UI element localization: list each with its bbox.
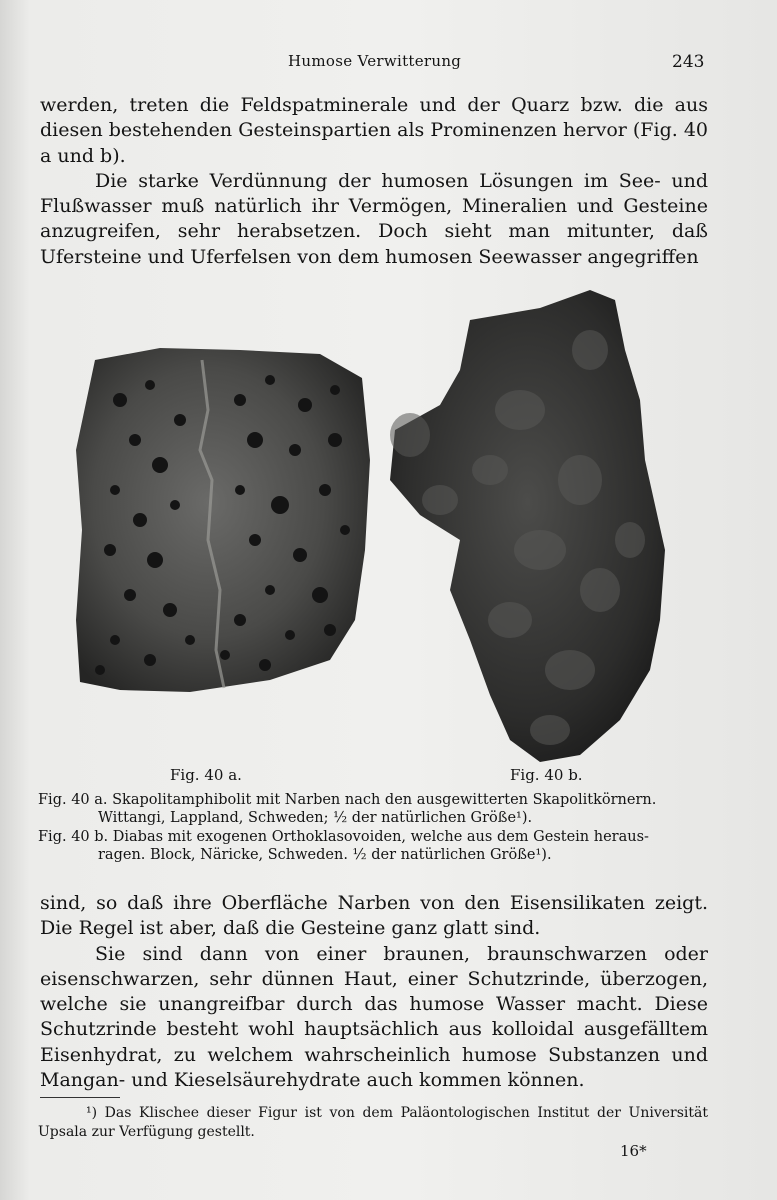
caption-b-line1: Diabas mit exogenen Orthoklasovoiden, welche aus dem Gestein heraus- xyxy=(112,829,649,845)
caption-a-line2: Wittangi, Lappland, Schweden; ½ der natürlichen Größe¹). xyxy=(98,809,533,826)
page-number: 243 xyxy=(672,52,705,72)
paragraph-dilution: Die starke Verdünnung der humosen Lösungen im See- und Flußwasser muß natürlich ihr Vermögen, Mineralien und Gesteine anzugreifen, sehr herabsetzen. Doch sieht man mitunter, daß Ufersteine und Uferfelsen von dem humosen Seewasser angegriffen xyxy=(40,169,708,268)
caption-b-lead: Fig. 40 b. xyxy=(38,829,109,845)
figure-captions xyxy=(38,792,710,866)
rock-photographs xyxy=(40,290,720,790)
text-block-top xyxy=(40,93,708,270)
caption-b-line2: ragen. Block, Näricke, Schweden. ½ der natürlichen Größe¹). xyxy=(98,846,552,863)
footnote-text: ¹) Das Klischee dieser Figur ist von dem Paläontologischen Institut der Universität Upsala zur Verfügung gestellt. xyxy=(38,1105,708,1140)
paragraph-surface: sind, so daß ihre Oberfläche Narben von den Eisensilikaten zeigt. Die Regel ist aber, daß die Gesteine ganz glatt sind. xyxy=(40,892,708,940)
caption-a-line1: Skapolitamphibolit mit Narben nach den ausgewitterten Skapolitkörnern. xyxy=(112,792,657,808)
footnote xyxy=(38,1104,708,1142)
paragraph-continuation: werden, treten die Feldspatminerale und der Quarz bzw. die aus diesen bestehenden Gesteinspartien als Prominenzen hervor (Fig. 40 a und b). xyxy=(40,94,708,167)
figure-label-a: Fig. 40 a. xyxy=(170,766,242,784)
rock-a-photo xyxy=(76,348,370,692)
figure-40 xyxy=(40,290,720,790)
paragraph-crust: Sie sind dann von einer braunen, braunschwarzen oder eisenschwarzen, sehr dünnen Haut, einer Schutzrinde, überzogen, welche sie unangreifbar durch das humose Wasser macht. Diese Schutzrinde besteht wohl hauptsächlich aus kolloidal ausgefälltem Eisenhydrat, zu welchem wahrscheinlich humose Substanzen und Mangan- und Kieselsäurehydrate auch kommen können. xyxy=(40,942,708,1092)
footnote-rule xyxy=(40,1097,120,1098)
text-block-bottom xyxy=(40,891,708,1093)
caption-b xyxy=(38,829,710,864)
caption-a xyxy=(38,792,710,827)
rock-b-photo xyxy=(390,290,665,762)
running-head xyxy=(0,52,777,80)
figure-label-b: Fig. 40 b. xyxy=(510,766,583,784)
caption-a-lead: Fig. 40 a. xyxy=(38,792,108,808)
sheet-signature: 16* xyxy=(620,1142,647,1160)
running-title: Humose Verwitterung xyxy=(288,52,462,70)
